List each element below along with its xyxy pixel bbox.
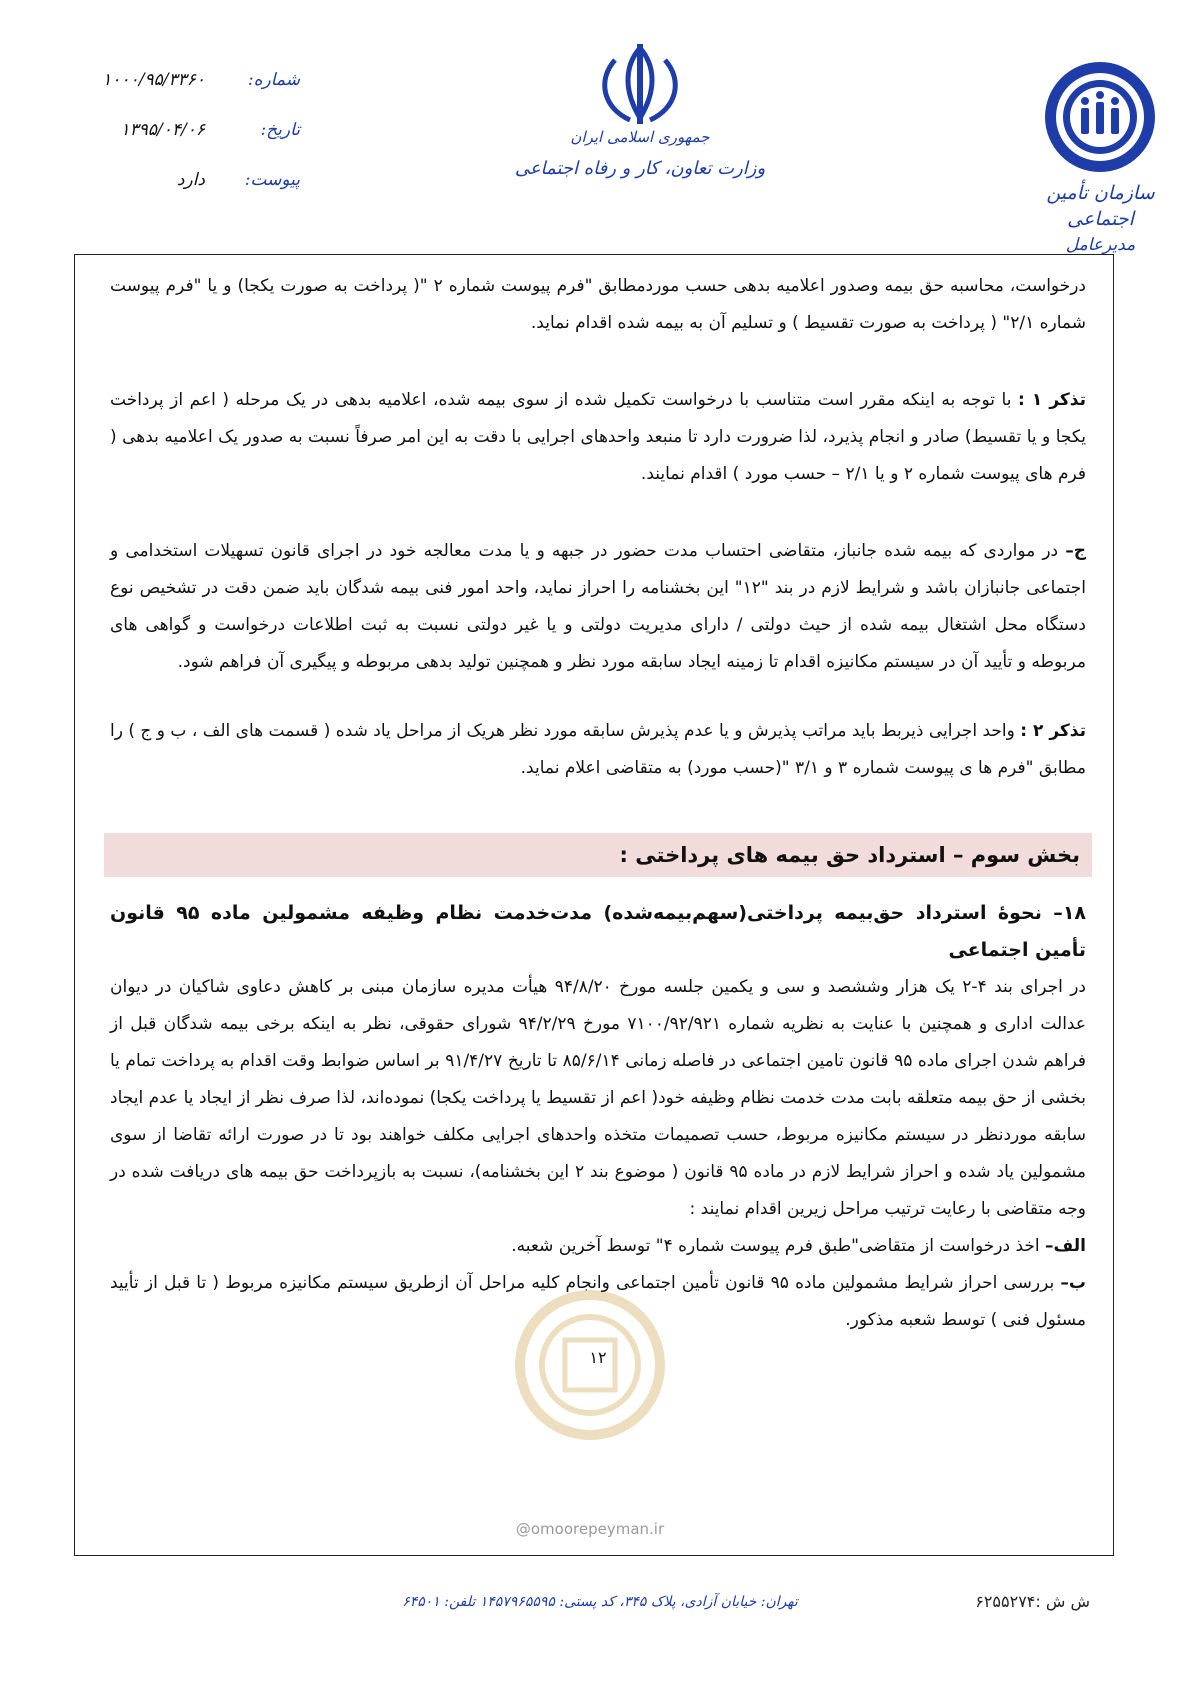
step-alef-text: اخذ درخواست از متقاضی"طبق فرم پیوست شماره ۴" توسط آخرین شعبه.: [511, 1236, 1046, 1256]
ministry-title: وزارت تعاون، کار و رفاه اجتماعی: [514, 158, 766, 179]
letter-attachment-row: [40, 170, 300, 200]
letter-number-row: [40, 70, 300, 100]
note-1-label: تذکر ۱ :: [1018, 390, 1086, 410]
item-18-title: ۱۸– نحوهٔ استرداد حق‌بیمه پرداختی(سهم‌بیمه‌شده) مدت‌خدمت نظام وظیفه مشمولین ماده ۹۵ قانون تأمین اجتماعی: [110, 902, 1087, 961]
organization-logo-icon: [1041, 58, 1159, 176]
iran-emblem-icon: [585, 40, 695, 130]
tamin-ejtemaei-logo: [1030, 58, 1170, 176]
letter-date-row: [40, 120, 300, 150]
organization-name: [1028, 180, 1173, 258]
clause-j: [110, 533, 1086, 681]
item-18-text: در اجرای بند ۴-۲ یک هزار وششصد و سی و یکمین جلسه مورخ ۹۴/۸/۲۰ هیأت مدیره سازمان مبنی بر کاهش دعاوی شاکیان در دیوان عدالت اداری و همچنین با عنایت به نظریه شماره ۷۱۰۰/۹۲/۹۲۱ مورخ ۹۴/۲/۲۹ شورای حقوقی، نظر به اینکه برخی بیمه شدگان قبل از فراهم شدن اجرای ماده ۹۵ قانون تامین اجتماعی در فاصله زمانی ۸۵/۶/۱۴ تا تاریخ ۹۱/۴/۲۷ بر اساس ضوابط وقت اقدام به پرداخت تمام یا بخشی از حق بیمه متعلقه بابت مدت خدمت نظام وظیفه خود( اعم از تقسیط یا پرداخت یکجا) نموده‌اند، لذا صرف نظر از ایجاد یا عدم ایجاد سابقه موردنظر در سیستم مکانیزه مربوط، حسب تصمیمات متخذه واحدهای اجرایی مکلف خواهند بود تا در صورت ارائه تقاضا از سوی مشمولین یاد شده و احراز شرایط لازم در ماده ۹۵ قانون ( موضوع بند ۲ این بخشنامه)، نسبت به بازپرداخت حق بیمه های دریافت شده در وجه متقاضی با رعایت ترتیب مراحل زیرین اقدام نمایند :: [110, 977, 1086, 1219]
note-2-label: تذکر ۲ :: [1020, 721, 1086, 741]
watermark-text: @omoorepeyman.ir: [515, 1520, 665, 1538]
note-1-text: با توجه به اینکه مقرر است متناسب با درخواست تکمیل شده از سوی بیمه شده، اعلامیه بدهی در یک مرحله ( اعم از پرداخت یکجا و یا تقسیط) صادر و انجام پذیرد، لذا ضرورت دارد تا منبعد واحدهای اجرایی با دقت به این امر صرفاً نسبت به صدور یک اعلامیه بدهی ( فرم های پیوست شماره ۲ و یا ۲/۱ – حسب مورد ) اقدام نمایند.: [110, 390, 1086, 484]
step-be: [110, 1265, 1086, 1339]
step-alef: [110, 1228, 1086, 1265]
letter-date-label: تاریخ:: [260, 120, 300, 140]
letter-number-label: شماره:: [247, 70, 300, 90]
step-be-text: بررسی احراز شرایط مشمولین ماده ۹۵ قانون تأمین اجتماعی وانجام کلیه مراحل آن ازطریق سیستم مکانیزه مربوط ( تا قبل از تأیید مسئول فنی ) توسط شعبه مذکور.: [110, 1273, 1086, 1330]
step-alef-label: الف–: [1045, 1236, 1086, 1256]
letter-attachment-value: دارد: [176, 170, 205, 190]
letter-body: [110, 268, 1086, 1376]
note-2: [110, 713, 1086, 787]
note-2-text: واحد اجرایی ذیربط باید مراتب پذیرش و یا عدم پذیرش سابقه مورد نظر هریک از مراحل یاد شده ( قسمت های الف ، ب و ج ) را مطابق "فرم ها ی پیوست شماره ۳ و ۳/۱ "(حسب مورد) به متقاضی اعلام نماید.: [110, 721, 1086, 778]
page-number: ۱۲: [589, 1348, 607, 1367]
letter-date-value: ۱۳۹۵/۰۴/۰۶: [120, 120, 205, 140]
clause-j-label: ج–: [1065, 541, 1086, 561]
organization-title: سازمان تأمین اجتماعی: [1046, 182, 1155, 230]
footer-address: تهران: خیابان آزادی، پلاک ۳۴۵، کد پستی: ۱۴۵۷۹۶۵۵۹۵ تلفن: ۶۴۵۰۱: [402, 1594, 798, 1610]
organization-subtitle: مدیرعامل: [1065, 235, 1136, 255]
republic-title: جمهوری اسلامی ایران: [570, 128, 710, 146]
letter-number-value: ۱۰۰۰/۹۵/۳۳۶۰: [102, 70, 205, 90]
note-1: [110, 382, 1086, 493]
section-three-title: بخش سوم – استرداد حق بیمه های پرداختی :: [619, 843, 1080, 867]
footer-code: ش ش :۶۲۵۵۲۷۴: [975, 1592, 1090, 1611]
paragraph-form-request: درخواست، محاسبه حق بیمه وصدور اعلامیه بدهی حسب موردمطابق "فرم پیوست شماره ۲ "( پرداخت به صورت یکجا) و یا "فرم پیوست شماره ۲/۱" ( پرداخت به صورت تقسیط ) و تسلیم آن به بیمه شده اقدام نماید.: [110, 276, 1086, 333]
letter-attachment-label: پیوست:: [244, 170, 300, 190]
clause-j-text: در مواردی که بیمه شده جانباز، متقاضی احتساب مدت حضور در جبهه و یا مدت معالجه خود در اجرای قانون تسهیلات استخدامی و اجتماعی جانبازان باشد و شرایط لازم در بند "۱۲" این بخشنامه را احراز نماید، واحد امور فنی بیمه شدگان باید ضمن دقت در تشخیص نوع دستگاه محل اشتغال بیمه شده از حیث دولتی / دارای مدیریت دولتی و یا غیر دولتی نسبت به ثبت اطلاعات درخواست و گواهی های مربوطه و تأیید آن در سیستم مکانیزه اقدام تا زمینه ایجاد سابقه مورد نظر و همچنین تولید بدهی مربوطه و پیگیری آن فراهم شود.: [110, 541, 1086, 672]
step-be-label: ب–: [1060, 1273, 1087, 1293]
section-three-heading: [104, 833, 1092, 877]
